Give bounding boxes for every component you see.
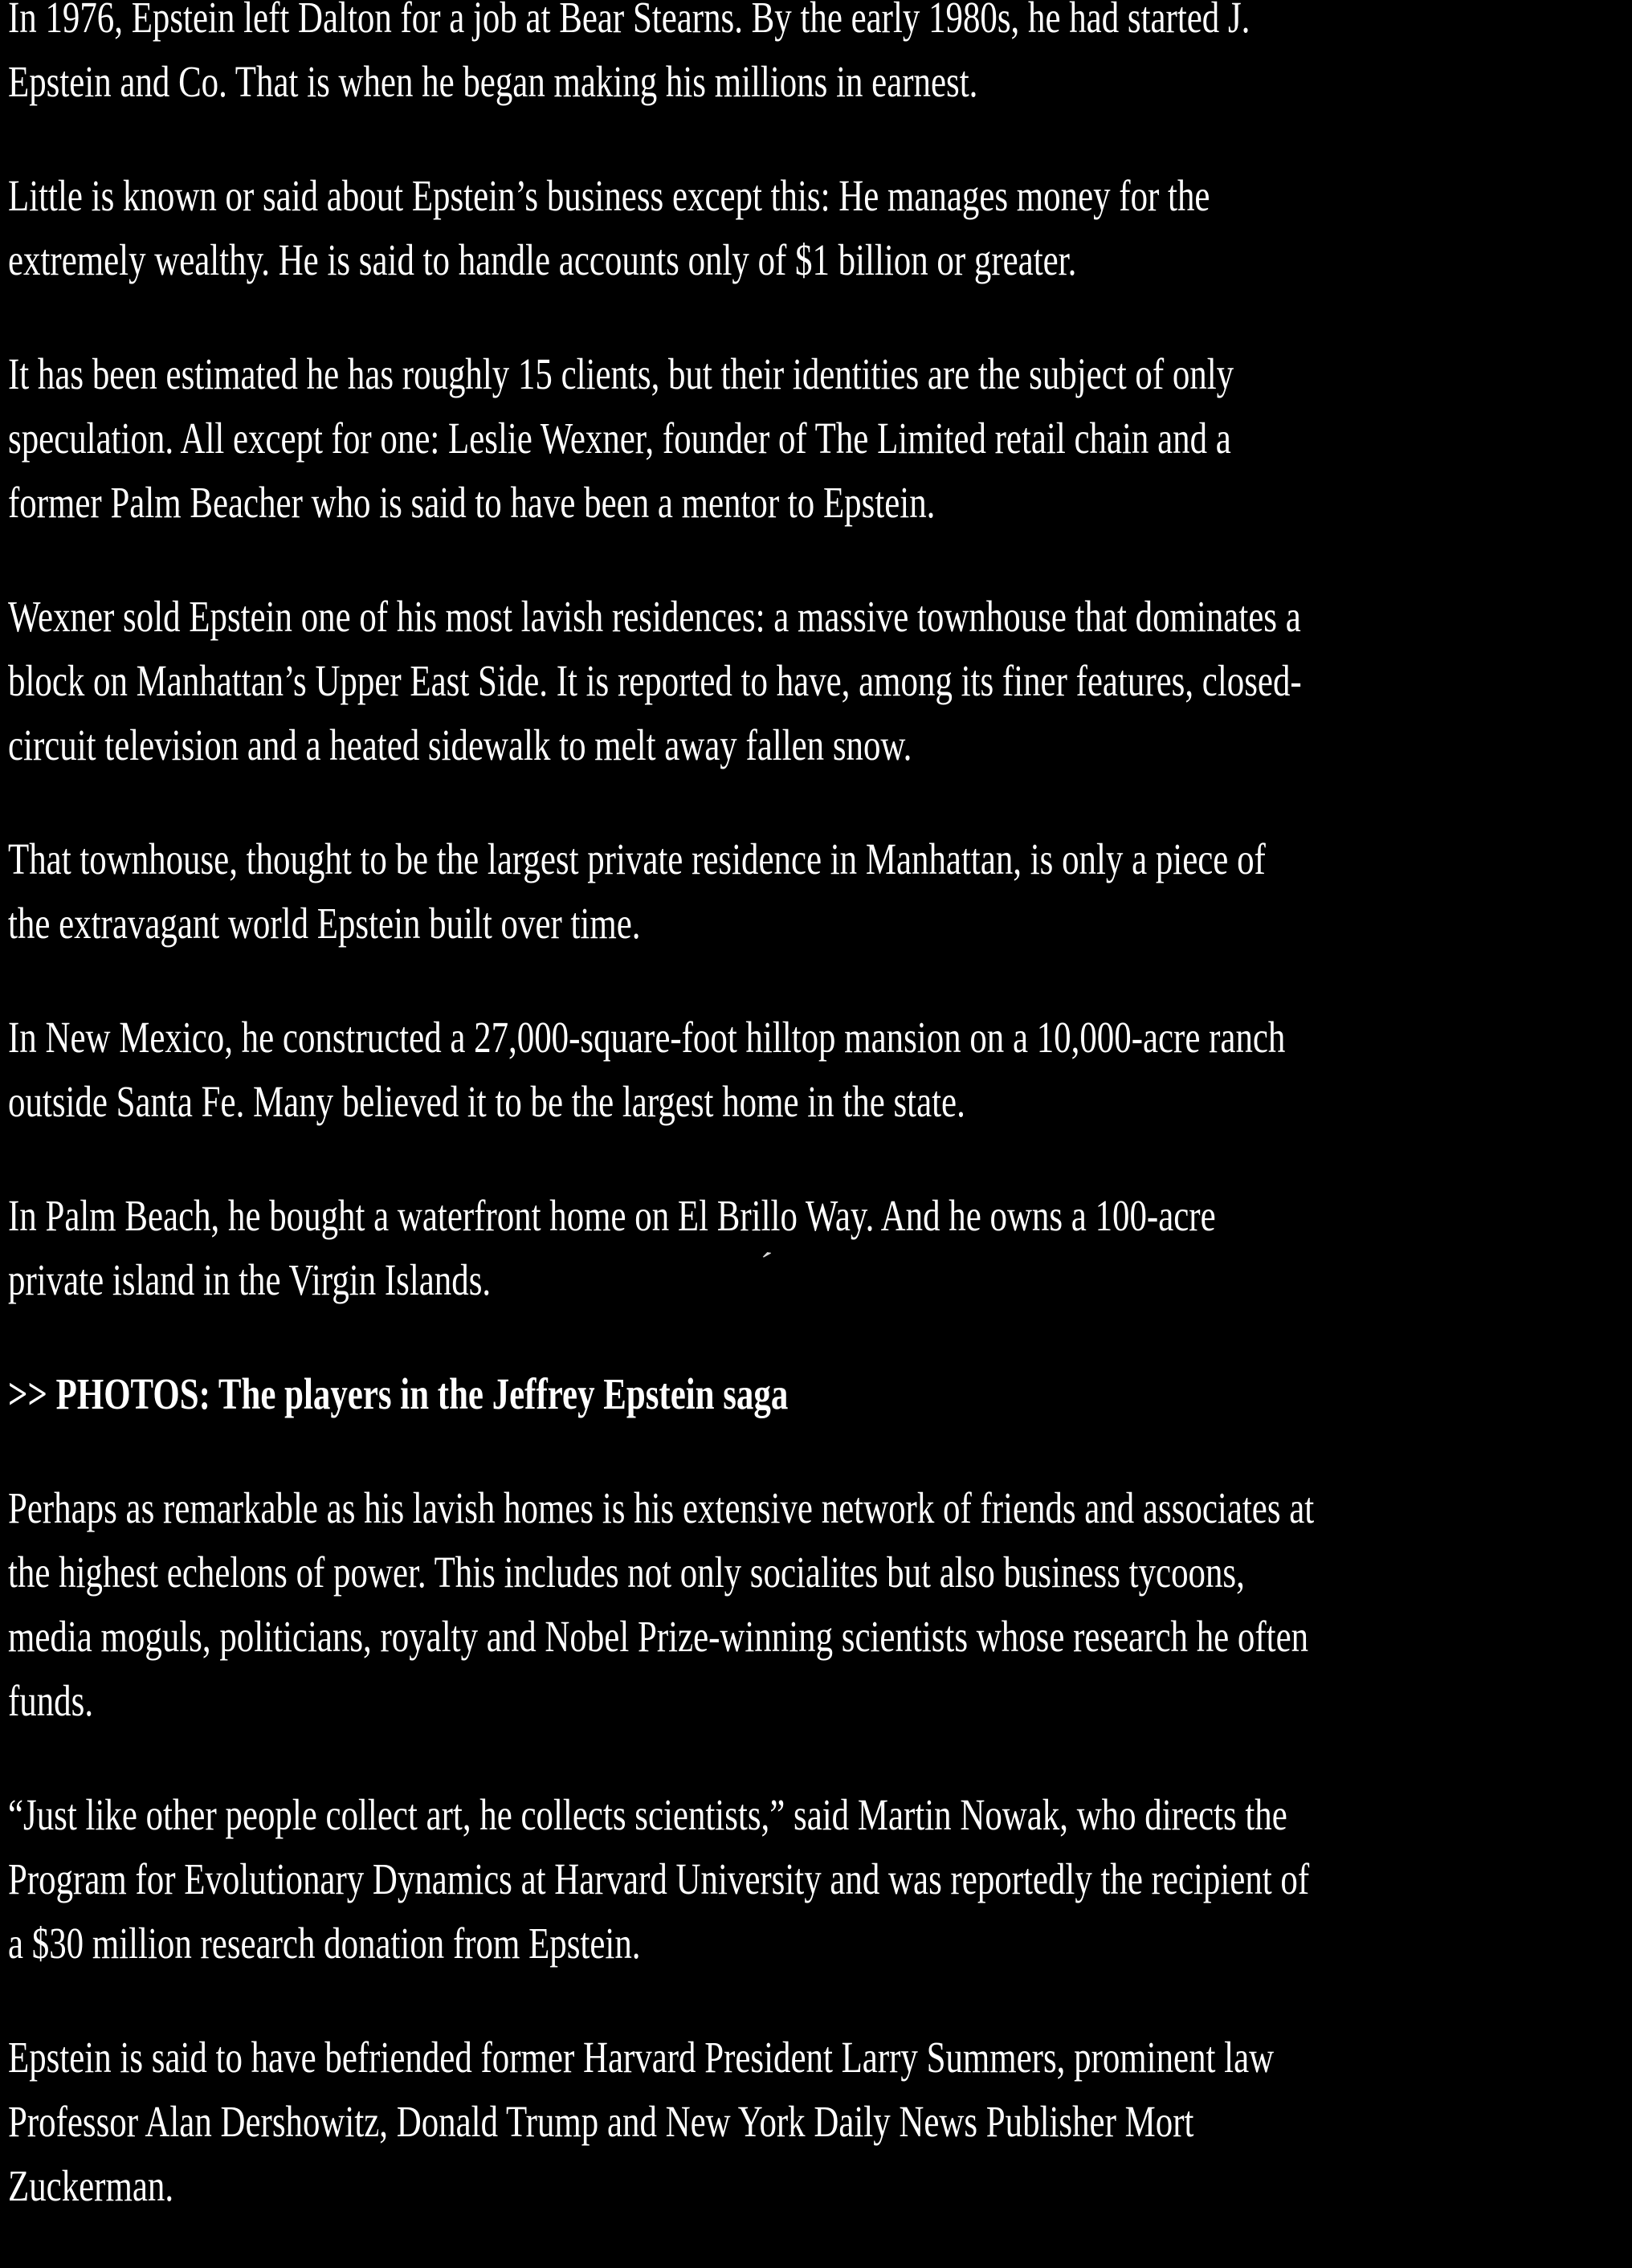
text-line: Little is known or said about Epstein’s business except this: He manages money for the xyxy=(8,171,1210,220)
paragraph xyxy=(8,1362,1632,1426)
text-line: “Just like other people collect art, he collects scientists,” said Martin Nowak, who directs the xyxy=(8,1790,1287,1839)
article-body xyxy=(8,0,1632,2268)
paragraph xyxy=(8,2025,1632,2218)
paragraph xyxy=(8,585,1632,777)
text-line: the extravagant world Epstein built over time. xyxy=(8,899,641,948)
paragraph xyxy=(8,164,1632,292)
text-line: Wexner sold Epstein one of his most lavish residences: a massive townhouse that dominates a xyxy=(8,592,1301,641)
text-line: In Palm Beach, he bought a waterfront home on El Brillo Way. And he owns a 100-acre xyxy=(8,1191,1216,1240)
text-line: Professor Alan Dershowitz, Donald Trump and New York Daily News Publisher Mort xyxy=(8,2097,1194,2146)
text-line: Perhaps as remarkable as his lavish homes is his extensive network of friends and associates at xyxy=(8,1483,1315,1532)
text-line: Epstein and Co. That is when he began making his millions in earnest. xyxy=(8,57,978,106)
paragraph xyxy=(8,342,1632,535)
paragraph xyxy=(8,1476,1632,1733)
text-line: Zuckerman. xyxy=(8,2161,174,2210)
text-line: a $30 million research donation from Epstein. xyxy=(8,1919,641,1968)
text-line: private island in the Virgin Islands. xyxy=(8,1255,492,1304)
text-line: Epstein is said to have befriended former Harvard President Larry Summers, prominent law xyxy=(8,2033,1275,2082)
text-line: outside Santa Fe. Many believed it to be the largest home in the state. xyxy=(8,1077,965,1126)
text-line: the highest echelons of power. This includes not only socialites but also business tycoons, xyxy=(8,1548,1245,1597)
text-line: speculation. All except for one: Leslie Wexner, founder of The Limited retail chain and a xyxy=(8,414,1231,463)
text-line: That townhouse, thought to be the largest private residence in Manhattan, is only a piece of xyxy=(8,834,1266,883)
text-line: block on Manhattan’s Upper East Side. It is reported to have, among its finer features, closed- xyxy=(8,656,1302,705)
text-line: circuit television and a heated sidewalk to melt away fallen snow. xyxy=(8,720,912,769)
paragraph xyxy=(8,1184,1632,1312)
text-line: Program for Evolutionary Dynamics at Harvard University and was reportedly the recipient of xyxy=(8,1854,1310,1903)
text-line: It has been estimated he has roughly 15 clients, but their identities are the subject of only xyxy=(8,349,1234,398)
text-line: former Palm Beacher who is said to have been a mentor to Epstein. xyxy=(8,478,936,527)
text-line: In New Mexico, he constructed a 27,000-square-foot hilltop mansion on a 10,000-acre ranch xyxy=(8,1013,1286,1062)
paragraph xyxy=(8,1006,1632,1134)
paragraph xyxy=(8,0,1632,114)
text-line: In 1976, Epstein left Dalton for a job at Bear Stearns. By the early 1980s, he had started J. xyxy=(8,0,1251,42)
text-line: extremely wealthy. He is said to handle accounts only of $1 billion or greater. xyxy=(8,235,1077,284)
text-line: media moguls, politicians, royalty and Nobel Prize-winning scientists whose research he often xyxy=(8,1612,1309,1661)
photos-link[interactable]: >> PHOTOS: The players in the Jeffrey Epstein saga xyxy=(8,1369,789,1418)
paragraph xyxy=(8,1783,1632,1976)
paragraph xyxy=(8,827,1632,956)
text-line: funds. xyxy=(8,1676,94,1725)
stray-tick-mark: ´ xyxy=(756,1244,774,1287)
